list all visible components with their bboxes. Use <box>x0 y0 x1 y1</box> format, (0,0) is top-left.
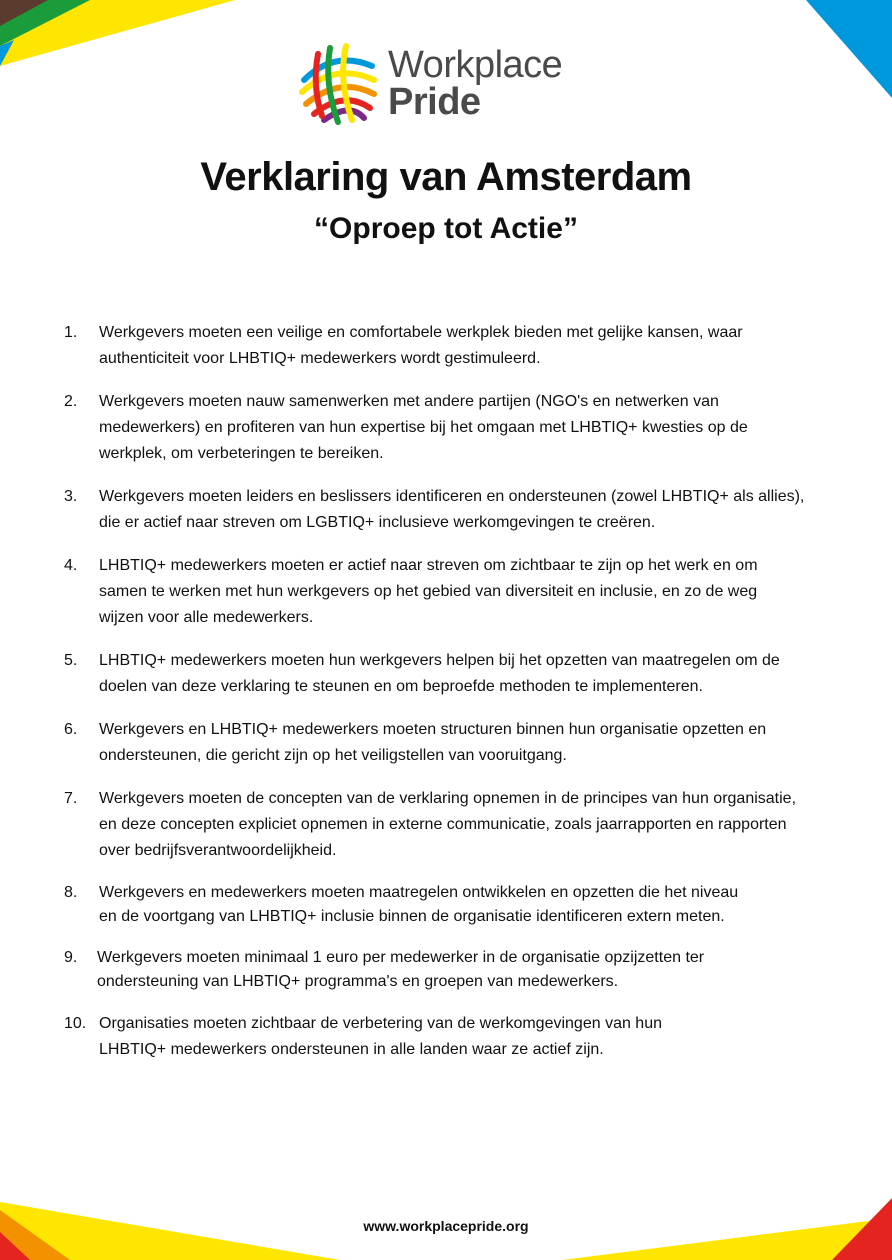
list-item-number: 3. <box>64 488 78 505</box>
list-item-text: LHBTIQ+ medewerkers moeten er actief naar streven om zichtbaar te zijn op het werk en om samen te werken met hun werkgevers op het gebied van diversiteit en inclusie, en zo de weg wijzen voor alle medewerkers. <box>99 557 758 626</box>
list-item-text: Organisaties moeten zichtbaar de verbetering van de werkomgevingen van hun LHBTIQ+ medewerkers ondersteunen in alle landen waar ze actief zijn. <box>99 1015 662 1058</box>
list-item-text: Werkgevers moeten minimaal 1 euro per medewerker in de organisatie opzijzetten ter ondersteuning van LHBTIQ+ programma's en groepen van medewerkers. <box>97 949 705 990</box>
list-item <box>64 320 834 372</box>
list-item-number: 9. <box>64 949 78 966</box>
list-item-text: Werkgevers en medewerkers moeten maatregelen ontwikkelen en opzetten die het niveau en de voortgang van LHBTIQ+ inclusie binnen de organisatie identificeren extern meten. <box>99 884 739 925</box>
call-to-action-list <box>64 320 834 1063</box>
list-item-text: Werkgevers moeten de concepten van de verklaring opnemen in de principes van hun organisatie, en deze concepten expliciet opnemen in externe communicatie, zoals jaarrapporten en rapporten over bedrijfsverantwoordelijkheid. <box>99 790 797 859</box>
list-item <box>64 717 834 769</box>
list-item <box>64 786 834 864</box>
document-subtitle: “Oproep tot Actie” <box>314 212 578 245</box>
logo-wordmark-pride: Pride <box>388 81 481 123</box>
list-item-number: 10. <box>64 1015 87 1032</box>
list-item <box>64 484 834 536</box>
list-item-number: 2. <box>64 393 78 410</box>
document-title: Verklaring van Amsterdam <box>200 155 692 199</box>
footer-website-url: www.workplacepride.org <box>363 1218 529 1234</box>
list-item-text: LHBTIQ+ medewerkers moeten hun werkgevers helpen bij het opzetten van maatregelen om de doelen van deze verklaring te steunen en om beproefde methoden te implementeren. <box>99 652 780 695</box>
workplace-pride-logo <box>294 40 604 126</box>
list-item-number: 1. <box>64 324 78 341</box>
list-item <box>64 1011 834 1063</box>
corner-decoration-top-left <box>0 0 240 70</box>
list-item-number: 8. <box>64 884 78 901</box>
corner-decoration-top-right <box>802 0 892 100</box>
list-item <box>64 648 834 700</box>
list-item <box>64 881 834 929</box>
list-item-text: Werkgevers moeten leiders en beslissers identificeren en ondersteunen (zowel LHBTIQ+ als allies), die er actief naar streven om LGBTIQ+ inclusieve werkomgevingen te creëren. <box>99 488 805 531</box>
list-item-number: 4. <box>64 557 78 574</box>
list-item-text: Werkgevers moeten nauw samenwerken met andere partijen (NGO's en netwerken van medewerkers) en profiteren van hun expertise bij het omgaan met LHBTIQ+ kwesties op de werkplek, om verbeteringen te bereiken. <box>99 393 748 462</box>
list-item-number: 6. <box>64 721 78 738</box>
list-item-text: Werkgevers en LHBTIQ+ medewerkers moeten structuren binnen hun organisatie opzetten en ondersteunen, die gericht zijn op het veiligstellen van vooruitgang. <box>99 721 767 764</box>
logo-wordmark-workplace: Workplace <box>388 44 563 86</box>
list-item-text: Werkgevers moeten een veilige en comfortabele werkplek bieden met gelijke kansen, waar authenticiteit voor LHBTIQ+ medewerkers wordt gestimuleerd. <box>99 324 743 367</box>
list-item <box>64 389 834 467</box>
list-item <box>64 553 834 631</box>
list-item <box>64 946 834 994</box>
list-item-number: 5. <box>64 652 78 669</box>
list-item-number: 7. <box>64 790 78 807</box>
pride-swirl-logo-icon <box>294 40 380 126</box>
